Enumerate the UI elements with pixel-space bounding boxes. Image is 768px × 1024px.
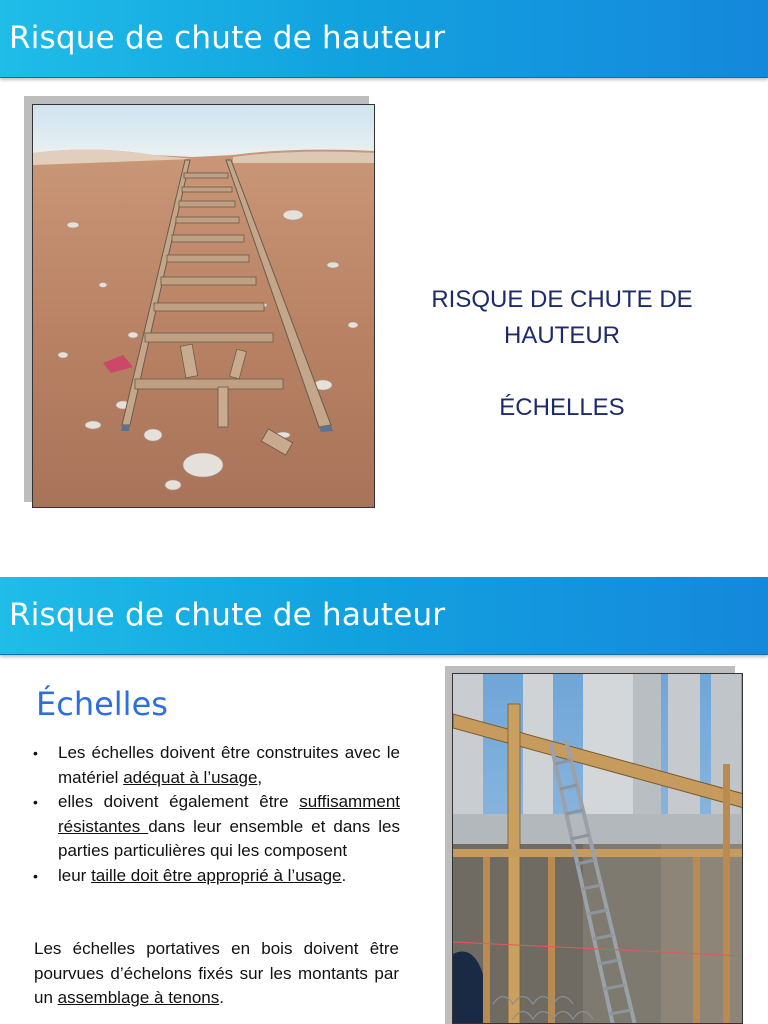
- slide-1-title-bar: [0, 0, 768, 78]
- bullet-2-underlined: suffisamment résistantes: [58, 792, 400, 836]
- bullet-dot: •: [33, 794, 38, 810]
- bullet-3-underlined: taille doit être approprié à l’usage: [91, 865, 342, 885]
- slide-2-title: Risque de chute de hauteur: [9, 597, 446, 633]
- paragraph-after: .: [219, 988, 224, 1007]
- section-heading: Échelles: [36, 685, 168, 723]
- ladder-on-sand-photo: [32, 104, 375, 508]
- bullet-dot: •: [33, 745, 38, 761]
- slide-1-title: Risque de chute de hauteur: [9, 20, 446, 56]
- center-spacer: [400, 354, 724, 390]
- slide-2-title-bar: [0, 577, 768, 655]
- bullet-item-1: [30, 741, 400, 790]
- construction-ladder-photo: [452, 673, 743, 1024]
- paragraph-underlined: assemblage à tenons: [57, 988, 220, 1007]
- bullet-1-text: Les échelles doivent être construites avec le matériel: [58, 743, 400, 787]
- bullet-2-text: elles doivent également être: [58, 792, 300, 811]
- bullet-item-2: [30, 790, 400, 864]
- bullet-list: [30, 741, 400, 888]
- slide-2: [0, 577, 768, 1024]
- bullet-dot: •: [33, 867, 38, 884]
- paragraph: [34, 937, 399, 1011]
- center-line-3: ÉCHELLES: [499, 394, 625, 421]
- bullet-3-after: .: [341, 865, 347, 885]
- center-line-2: HAUTEUR: [503, 322, 620, 349]
- slide-1-center-text: [400, 282, 724, 426]
- bullet-1-underlined: adéquat à l’usage: [123, 767, 258, 787]
- bullet-1-after: ,: [257, 767, 263, 787]
- center-line-1: RISQUE DE CHUTE DE: [431, 286, 693, 313]
- bullet-2-after: dans leur ensemble et dans les parties particulières qui les composent: [58, 816, 400, 860]
- slide-gap: [0, 545, 768, 577]
- bullet-3-text: leur: [58, 865, 92, 885]
- paragraph-text: Les échelles portatives en bois doivent être pourvues d’échelons fixés sur les montants par un: [34, 939, 399, 1007]
- bullet-item-3: [30, 864, 400, 889]
